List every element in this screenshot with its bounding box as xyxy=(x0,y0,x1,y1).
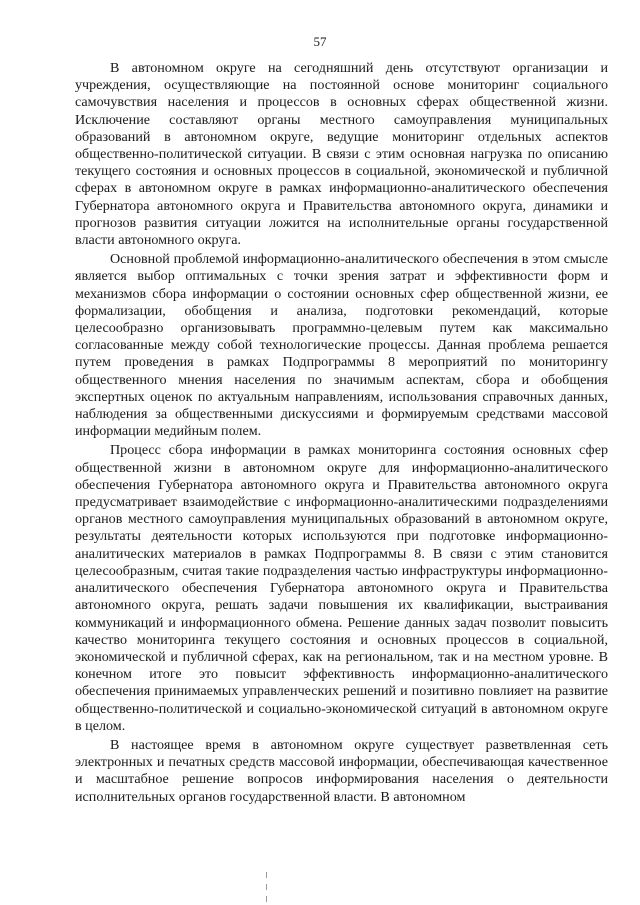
scan-artifact-mark xyxy=(266,884,267,890)
scan-artifact-mark xyxy=(266,872,267,878)
scan-artifact-mark xyxy=(266,896,267,902)
document-body xyxy=(75,60,608,806)
paragraph-1: В автономном округе на сегодняшний день отсутствуют организации и учреждения, осуществляющие на постоянной основе мониторинг социального самочувствия населения и процессов в основных сферах общественной жизни. Исключение составляют органы местного самоуправления муниципальных образований в автономном округе, ведущие мониторинг отдельных аспектов общественно-политической ситуации. В связи с этим основная нагрузка по описанию текущего состояния и основных процессов в социальной, экономической и публичной сферах в автономном округе в рамках информационно-аналитического обеспечения Губернатора автономного округа и Правительства автономного округа, динамики и прогнозов развития ситуации ложится на исполнительные органы государственной власти автономного округа. xyxy=(75,60,608,249)
page-number: 57 xyxy=(313,34,327,49)
paragraph-3: Процесс сбора информации в рамках мониторинга состояния основных сфер общественной жизни в автономном округе для информационно-аналитического обеспечения Губернатора автономного округа и Правительства автономного округа предусматривает взаимодействие с информационно-аналитическими подразделениями органов местного самоуправления муниципальных образований в автономном округе, результаты деятельности которых используются при подготовке информационно-аналитических материалов в рамках Подпрограммы 8. В связи с этим становится целесообразным, считая такие подразделения частью инфраструктуры информационно-аналитического обеспечения Губернатора автономного округа и Правительства автономного округа, решать задачи повышения их квалификации, выстраивания коммуникаций и информационного обмена. Решение данных задач позволит повысить качество мониторинга текущего состояния и основных процессов в социальной, экономической и публичной сферах, как на региональном, так и на местном уровне. В конечном итоге это повысит эффективность информационно-аналитического обеспечения принимаемых управленческих решений и позитивно повлияет на развитие общественно-политической и социально-экономической ситуаций в автономном округе в целом. xyxy=(75,442,608,734)
paragraph-2: Основной проблемой информационно-аналитического обеспечения в этом смысле является выбор оптимальных с точки зрения затрат и эффективности форм и механизмов сбора информации о состоянии основных сфер общественной жизни, ее формализации, обобщения и анализа, подготовки рекомендаций, которые целесообразно организовывать программно-целевым путем как максимально согласованные между собой технологические процессы. Данная проблема решается путем проведения в рамках Подпрограммы 8 мероприятий по мониторингу общественного мнения населения по значимым аспектам, сбора и обобщения экспертных оценок по актуальным направлениям, использования справочных данных, наблюдения за общественными дискуссиями и формируемым средствами массовой информации медийным полем. xyxy=(75,251,608,440)
paragraph-4: В настоящее время в автономном округе существует разветвленная сеть электронных и печатных средств массовой информации, обеспечивающая качественное и масштабное решение вопросов информирования населения о деятельности исполнительных органов государственной власти. В автономном xyxy=(75,736,608,805)
